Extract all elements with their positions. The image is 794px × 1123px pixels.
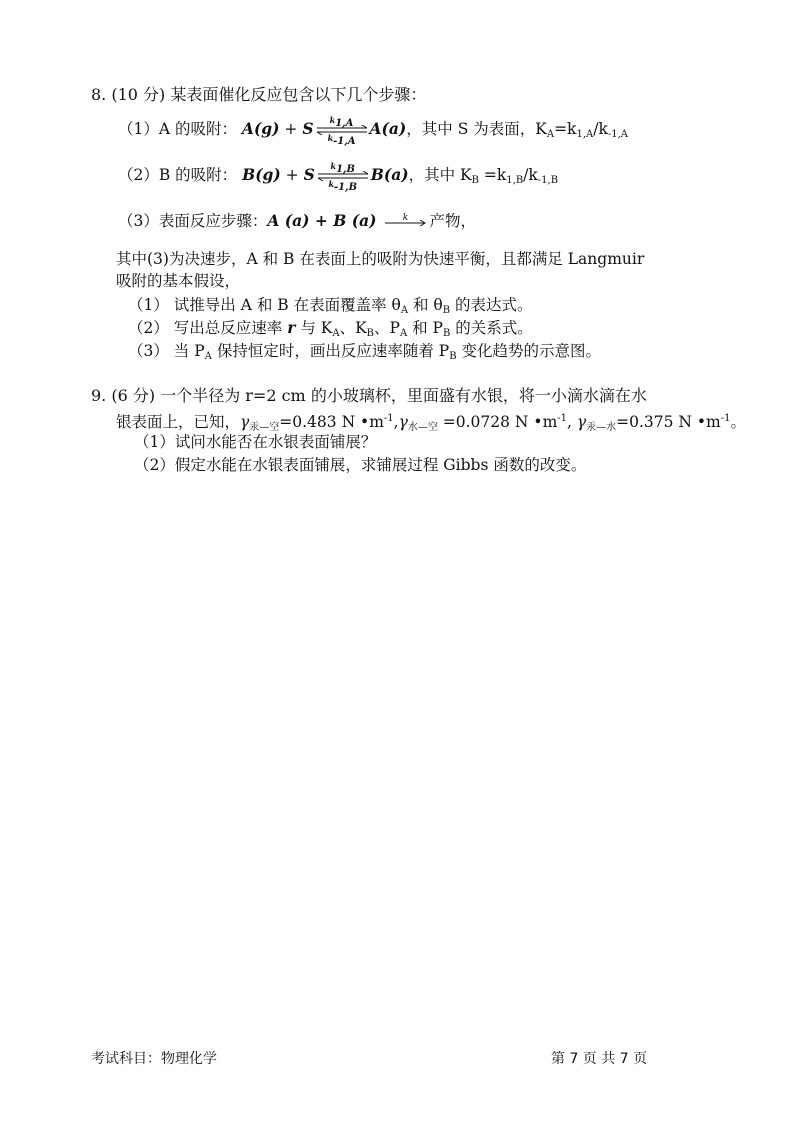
q8-step3 — [118, 210, 476, 233]
q8-note-line2: 吸附的基本假设， — [116, 272, 241, 290]
eq-surface: S — [302, 119, 314, 138]
q8-sub3: （3） 当 $P_A$ 保持恒定时，画出反应速率随着 $P_B$ 变化趋势的示意图。 — [128, 342, 601, 362]
eq-b-gas: B(g) — [242, 165, 281, 184]
product-label: 产物， — [429, 212, 476, 230]
q8-sub1: （1） 试推导出 A 和 B 在表面覆盖率 $\theta_A$ 和 $\theta_B$ 的表达式。 — [128, 296, 533, 316]
q9-question1: （1）试问水能否在水银表面铺展？ — [134, 433, 377, 451]
step3-prefix: （3）表面反应步骤： — [118, 212, 268, 230]
q9-line2: 银表面上，已知，$\gamma_{汞—空}=0.483$ N $•m^{-1},\gamma_{水—空} =0.0728$ N $•m^{-1}$, $\gamma_{汞—水}=0.375$ N $•m^{-1}$。 — [116, 413, 747, 433]
q8-note-line1: 其中(3)为决速步，A 和 B 在表面上的吸附为快速平衡，且都满足 Langmuir — [116, 250, 645, 268]
eq-surface-b: S — [303, 165, 315, 184]
q9-question2: （2）假定水能在水银表面铺展，求铺展过程 Gibbs 函数的改变。 — [134, 456, 587, 474]
eq-a-ads: A(a) — [369, 119, 407, 138]
equilibrium-arrow-a: $k_{1,A}$ $k_{-1,A}$ — [315, 119, 369, 141]
footer-page-number: 第 7 页 共 7 页 — [551, 1051, 648, 1067]
step2-prefix: （2）B 的吸附： — [118, 166, 238, 184]
q8-sub2: （2） 写出总反应速率 r 与 $K_A$、$K_B$、$P_A$ 和 $P_B$ 的关系式。 — [128, 318, 533, 339]
footer-subject: 考试科目：物理化学 — [91, 1051, 217, 1067]
equilibrium-arrow-b: $k_{1,B}$ $k_{-1,B}$ — [316, 165, 370, 187]
q8-step1: （1）A 的吸附： A(g) + S $k_{1,A}$ $k_{-1,A}$ A(a)，其中 S 为表面，$K_A=k_{1,A}/k_{-1,A}$ — [118, 115, 628, 147]
step1-prefix: （1）A 的吸附： — [118, 120, 237, 138]
q8-heading: 8. (10 分) 某表面催化反应包含以下几个步骤： — [91, 85, 427, 104]
q9-line1: 9. (6 分) 一个半径为 r=2 cm 的小玻璃杯，里面盛有水银，将一小滴水滴在水 — [91, 386, 647, 405]
eq-surface-reaction: A (a) + B (a) — [267, 211, 377, 230]
eq-a-gas: A(g) — [241, 119, 280, 138]
rate-arrow: k — [383, 211, 427, 233]
eq-b-ads: B(a) — [370, 165, 409, 184]
q8-step2: （2）B 的吸附： B(g) + S $k_{1,B}$ $k_{-1,B}$ B(a)，其中 $K_B =k_{1,B}/k_{-1,B}$ — [118, 161, 559, 193]
